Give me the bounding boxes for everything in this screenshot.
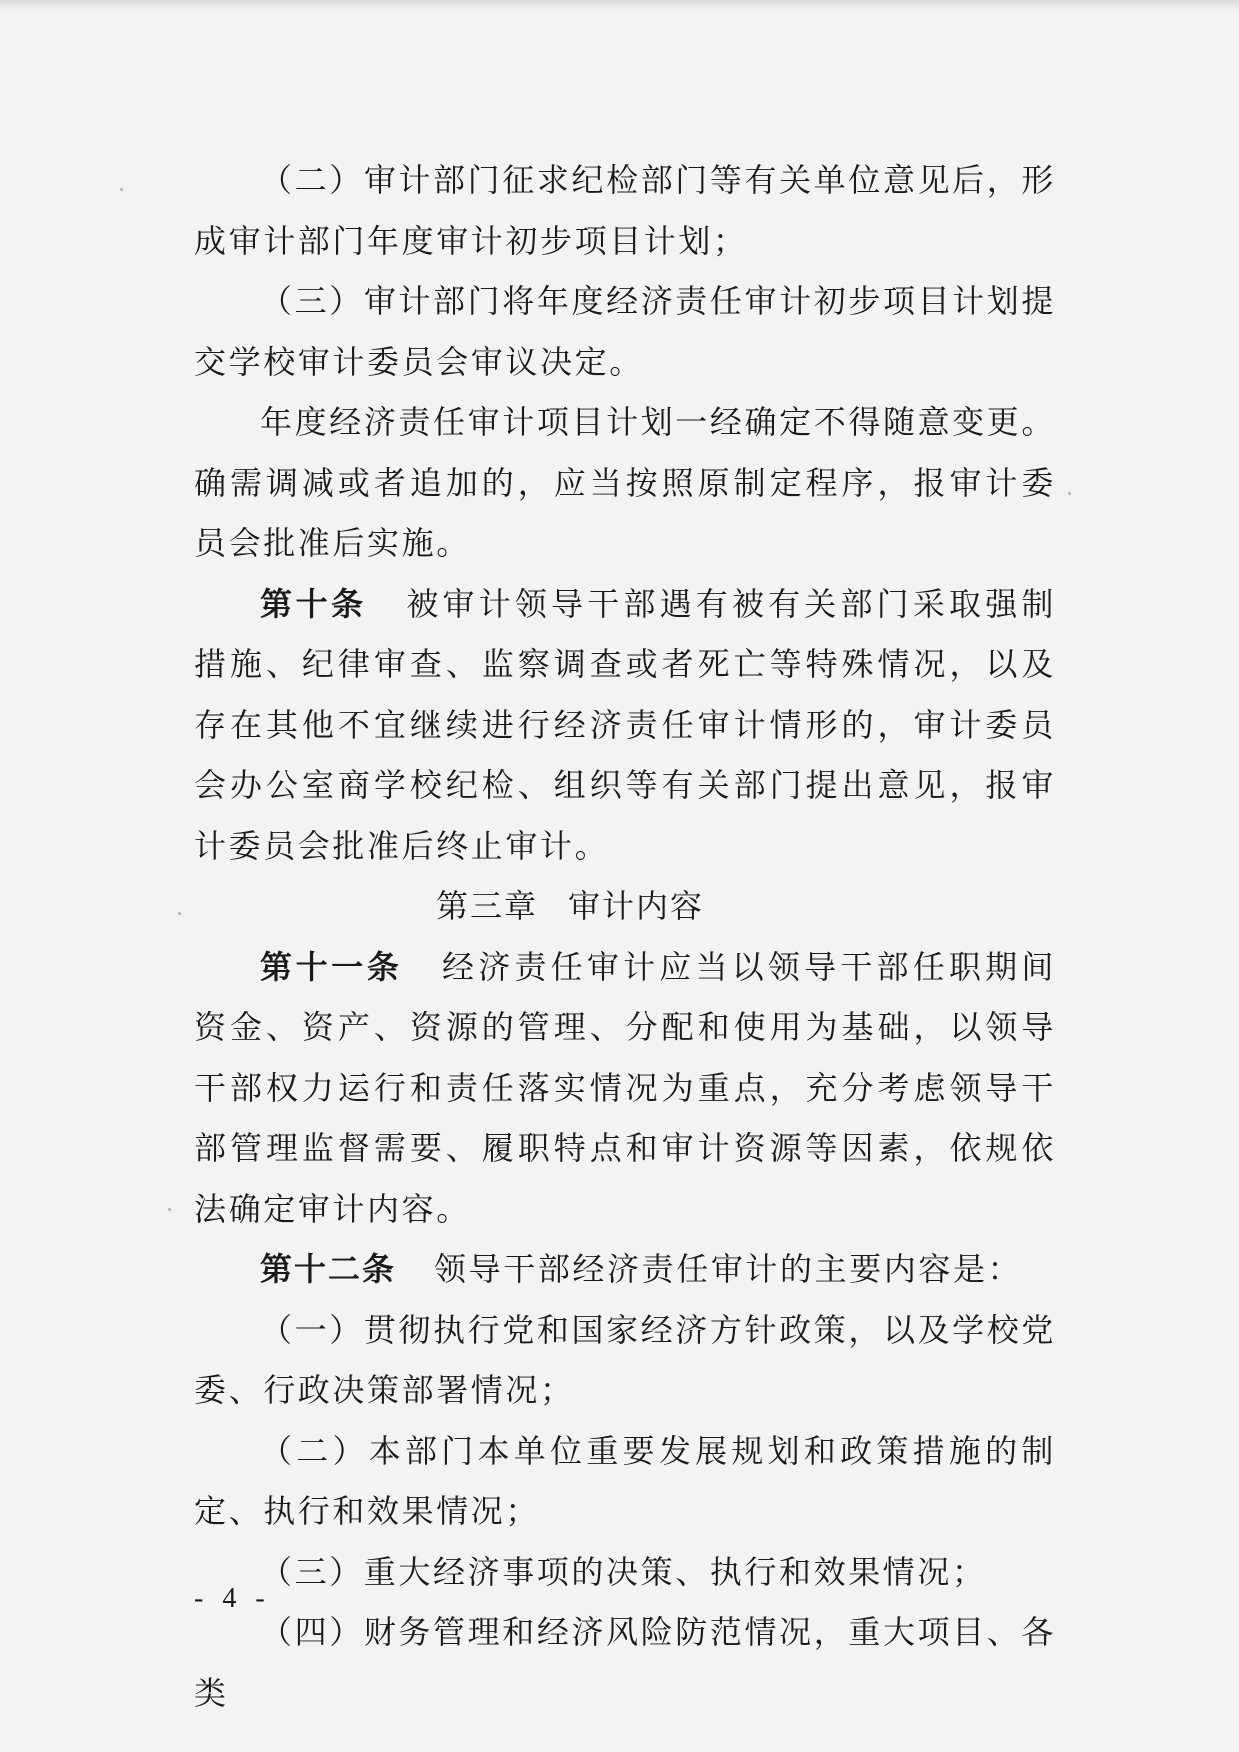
article-10-text: 被审计领导干部遇有被有关部门采取强制措施、纪律审查、监察调查或者死亡等特殊情况，以及存在其他不宜继续进行经济责任审计情形的，审计委员会办公室商学校纪检、组织等有关部门提出意见，报审计委员会批准后终止审计。 — [194, 584, 1056, 865]
chapter-heading — [194, 876, 1056, 937]
paragraph-item-2: （二）审计部门征求纪检部门等有关单位意见后，形成审计部门年度审计初步项目计划； — [194, 161, 1056, 260]
page-number: - 4 - — [194, 1583, 271, 1614]
article-10-label: 第十条 — [260, 584, 367, 623]
article-11-text: 经济责任审计应当以领导干部任职期间资金、资产、资源的管理、分配和使用为基础，以领导干部权力运行和责任落实情况为重点，充分考虑领导干部管理监督需要、履职特点和审计资源等因素，依规依法确定审计内容。 — [194, 947, 1056, 1228]
scan-speck — [168, 1208, 171, 1211]
paragraph-item-3: （三）审计部门将年度经济责任审计初步项目计划提交学校审计委员会审议决定。 — [194, 282, 1056, 381]
document-body — [194, 150, 1056, 1723]
article-10 — [194, 574, 1056, 877]
article-12-item: （四）财务管理和经济风险防范情况，重大项目、各类 — [194, 1613, 1056, 1712]
paragraph-plan-change: 年度经济责任审计项目计划一经确定不得随意变更。确需调减或者追加的，应当按照原制定程序，报审计委员会批准后实施。 — [194, 403, 1056, 562]
article-12 — [194, 1239, 1056, 1300]
article-11 — [194, 937, 1056, 1240]
scan-speck — [120, 188, 123, 191]
article-12-label: 第十二条 — [260, 1250, 397, 1288]
scan-edge — [0, 0, 1239, 10]
article-12-text: 领导干部经济责任审计的主要内容是： — [434, 1250, 1023, 1288]
article-12-item: （三）重大经济事项的决策、执行和效果情况； — [260, 1552, 987, 1591]
article-12-item: （二）本部门本单位重要发展规划和政策措施的制定、执行和效果情况； — [194, 1431, 1056, 1530]
chapter-number: 第三章 — [435, 887, 538, 925]
chapter-title: 审计内容 — [568, 887, 705, 925]
scan-speck — [1068, 492, 1071, 495]
scan-speck — [178, 912, 181, 915]
article-12-item: （一）贯彻执行党和国家经济方针政策，以及学校党委、行政决策部署情况； — [194, 1310, 1056, 1409]
article-11-label: 第十一条 — [260, 947, 403, 986]
